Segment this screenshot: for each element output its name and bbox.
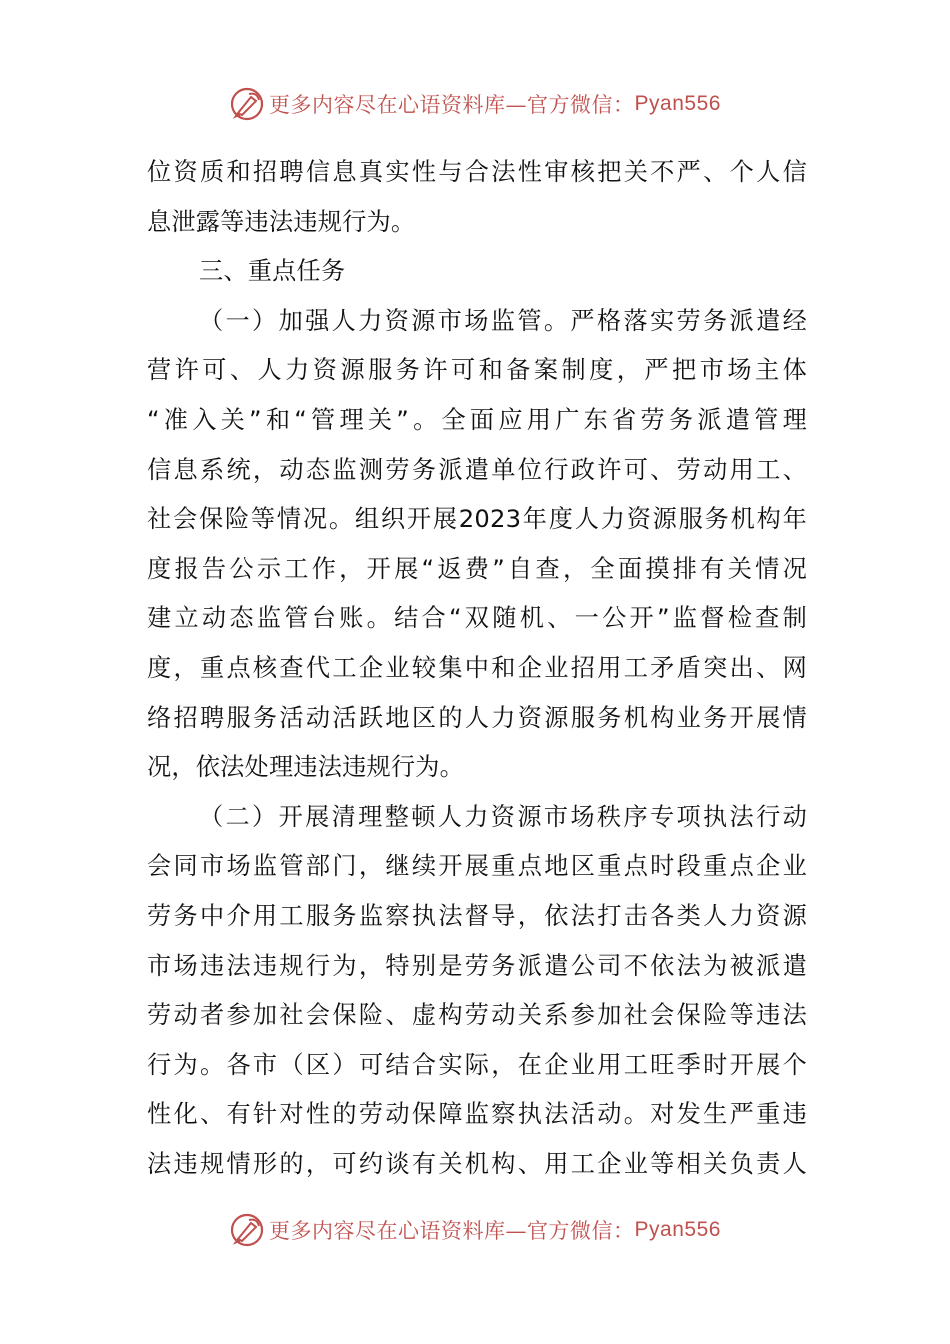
body-text-line: 会同市场监管部门，继续开展重点地区重点时段重点企业 (147, 852, 807, 881)
footer-watermark-banner (0, 1210, 950, 1250)
body-text-line: （一）加强人力资源市场监管。严格落实劳务派遣经 (199, 306, 807, 335)
document-body (147, 148, 807, 1189)
wechat-id: Pyan556 (634, 92, 721, 115)
pen-nib-logo-icon (229, 1212, 265, 1248)
header-watermark-banner (0, 84, 950, 124)
body-text-line: 信息系统，动态监测劳务派遣单位行政许可、劳动用工、 (147, 455, 807, 484)
body-text-line: 息泄露等违法违规行为。 (147, 207, 416, 236)
body-text-line: 性化、有针对性的劳动保障监察执法活动。对发生严重违 (147, 1100, 807, 1129)
body-text-line: 劳动者参加社会保险、虚构劳动关系参加社会保险等违法 (147, 1001, 807, 1030)
body-text-line: 法违规情形的，可约谈有关机构、用工企业等相关负责人 (147, 1149, 807, 1178)
watermark-text: 更多内容尽在心语资料库—官方微信： (269, 93, 635, 117)
body-text-line: 社会保险等情况。组织开展2023年度人力资源服务机构年 (147, 505, 807, 534)
body-text-line: 度，重点核查代工企业较集中和企业招用工矛盾突出、网 (147, 653, 807, 682)
watermark-text: 更多内容尽在心语资料库—官方微信： (269, 1219, 635, 1243)
body-text-line: 络招聘服务活动活跃地区的人力资源服务机构业务开展情 (147, 703, 807, 732)
body-text-line: （二）开展清理整顿人力资源市场秩序专项执法行动 (199, 802, 807, 831)
pen-nib-logo-icon (229, 86, 265, 122)
body-text-line: 劳务中介用工服务监察执法督导，依法打击各类人力资源 (147, 901, 807, 930)
body-text-line: 市场违法违规行为，特别是劳务派遣公司不依法为被派遣 (147, 951, 807, 980)
body-text-line: 度报告公示工作，开展“返费”自查，全面摸排有关情况 (147, 554, 807, 583)
body-text-line: 建立动态监管台账。结合“双随机、一公开”监督检查制 (147, 604, 807, 633)
wechat-id: Pyan556 (634, 1218, 721, 1241)
body-text-line: 行为。各市（区）可结合实际，在企业用工旺季时开展个 (147, 1050, 807, 1079)
body-text-line: 三、重点任务 (199, 257, 346, 286)
body-text-line: “准入关”和“管理关”。全面应用广东省劳务派遣管理 (147, 405, 807, 434)
body-text-line: 位资质和招聘信息真实性与合法性审核把关不严、个人信 (147, 158, 807, 186)
body-text-line: 况，依法处理违法违规行为。 (147, 753, 465, 782)
body-text-line: 营许可、人力资源服务许可和备案制度，严把市场主体 (147, 356, 807, 385)
